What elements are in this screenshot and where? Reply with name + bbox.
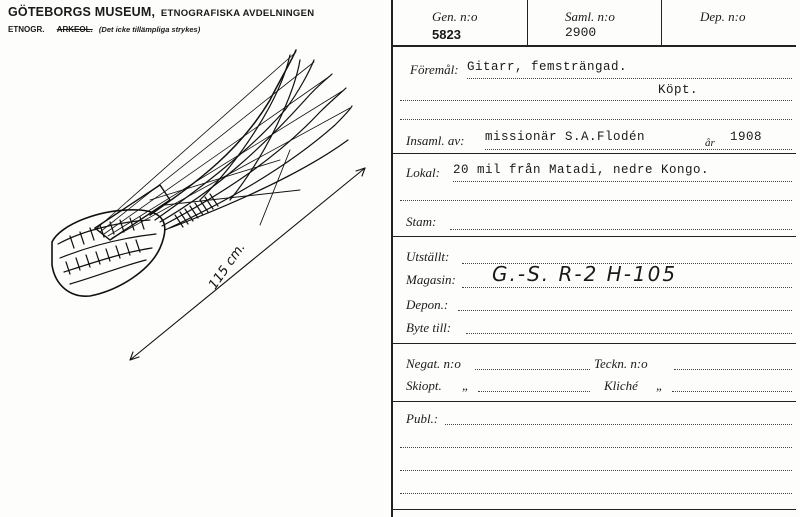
museum-name: GÖTEBORGS MUSEUM, bbox=[8, 5, 156, 19]
gen-no-value: 5823 bbox=[432, 27, 461, 42]
card-divider bbox=[391, 0, 393, 517]
dotted-line bbox=[453, 181, 792, 182]
column-separator bbox=[527, 0, 528, 45]
etnogr-label: ETNOGR. bbox=[8, 25, 45, 34]
dotted-line bbox=[400, 119, 792, 120]
dotted-line bbox=[475, 369, 590, 370]
dep-no-label: Dep. n:o bbox=[700, 9, 746, 24]
dotted-line bbox=[674, 369, 792, 370]
dotted-line bbox=[458, 310, 792, 311]
ar-value: 1908 bbox=[730, 130, 763, 144]
instrument-sketch bbox=[0, 40, 390, 440]
ar-label: år bbox=[705, 137, 715, 149]
saml-no-label: Saml. n:o bbox=[565, 9, 615, 24]
header-rule bbox=[393, 45, 796, 47]
dotted-line bbox=[467, 78, 792, 79]
foremal-value: Gitarr, femsträngad. bbox=[467, 60, 628, 74]
row-rule bbox=[393, 343, 796, 344]
dotted-line bbox=[485, 149, 792, 150]
dotted-line bbox=[462, 287, 792, 288]
skiopt-mark: „ bbox=[462, 378, 470, 393]
department-name: ETNOGRAFISKA AVDELNINGEN bbox=[160, 8, 315, 19]
insaml-label: Insaml. av: bbox=[406, 133, 465, 148]
insaml-value: missionär S.A.Flodén bbox=[485, 130, 646, 144]
byte-label: Byte till: bbox=[406, 320, 452, 335]
skiopt-label: Skiopt. bbox=[406, 378, 442, 393]
utstallt-label: Utställt: bbox=[406, 249, 450, 264]
museum-title bbox=[8, 5, 314, 19]
lokal-value: 20 mil från Matadi, nedre Kongo. bbox=[453, 163, 710, 177]
publ-label: Publ.: bbox=[406, 411, 439, 426]
dotted-line bbox=[400, 200, 792, 201]
foremal-label: Föremål: bbox=[410, 62, 459, 77]
lokal-label: Lokal: bbox=[406, 165, 440, 180]
row-rule bbox=[393, 401, 796, 402]
arkeol-label: ARKEOL. bbox=[56, 25, 93, 34]
measure-label: 115 cm. bbox=[205, 240, 249, 293]
dotted-line bbox=[672, 391, 792, 392]
gen-no-label: Gen. n:o bbox=[432, 9, 478, 24]
saml-no-value: 2900 bbox=[565, 25, 597, 40]
column-separator bbox=[661, 0, 662, 45]
dotted-line bbox=[400, 447, 792, 448]
magasin-label: Magasin: bbox=[406, 272, 456, 287]
dotted-line bbox=[466, 333, 792, 334]
dotted-line bbox=[400, 470, 792, 471]
depon-label: Depon.: bbox=[406, 297, 449, 312]
category-line bbox=[8, 25, 200, 34]
magasin-value: G.-S. R-2 H-105 bbox=[492, 262, 678, 286]
kliche-mark: „ bbox=[656, 378, 664, 393]
dotted-line bbox=[445, 424, 792, 425]
row-rule bbox=[393, 236, 796, 237]
bottom-rule bbox=[393, 509, 796, 510]
dotted-line bbox=[478, 391, 590, 392]
row-rule bbox=[393, 153, 796, 154]
dotted-line bbox=[450, 229, 792, 230]
stam-label: Stam: bbox=[406, 214, 437, 229]
dotted-line bbox=[400, 493, 792, 494]
negat-label: Negat. n:o bbox=[406, 356, 461, 371]
foremal-value-2: Köpt. bbox=[658, 83, 699, 97]
teckn-label: Teckn. n:o bbox=[594, 356, 648, 371]
strike-note: (Det icke tillämpliga strykes) bbox=[98, 25, 201, 34]
dotted-line bbox=[400, 100, 792, 101]
kliche-label: Kliché bbox=[604, 378, 638, 393]
